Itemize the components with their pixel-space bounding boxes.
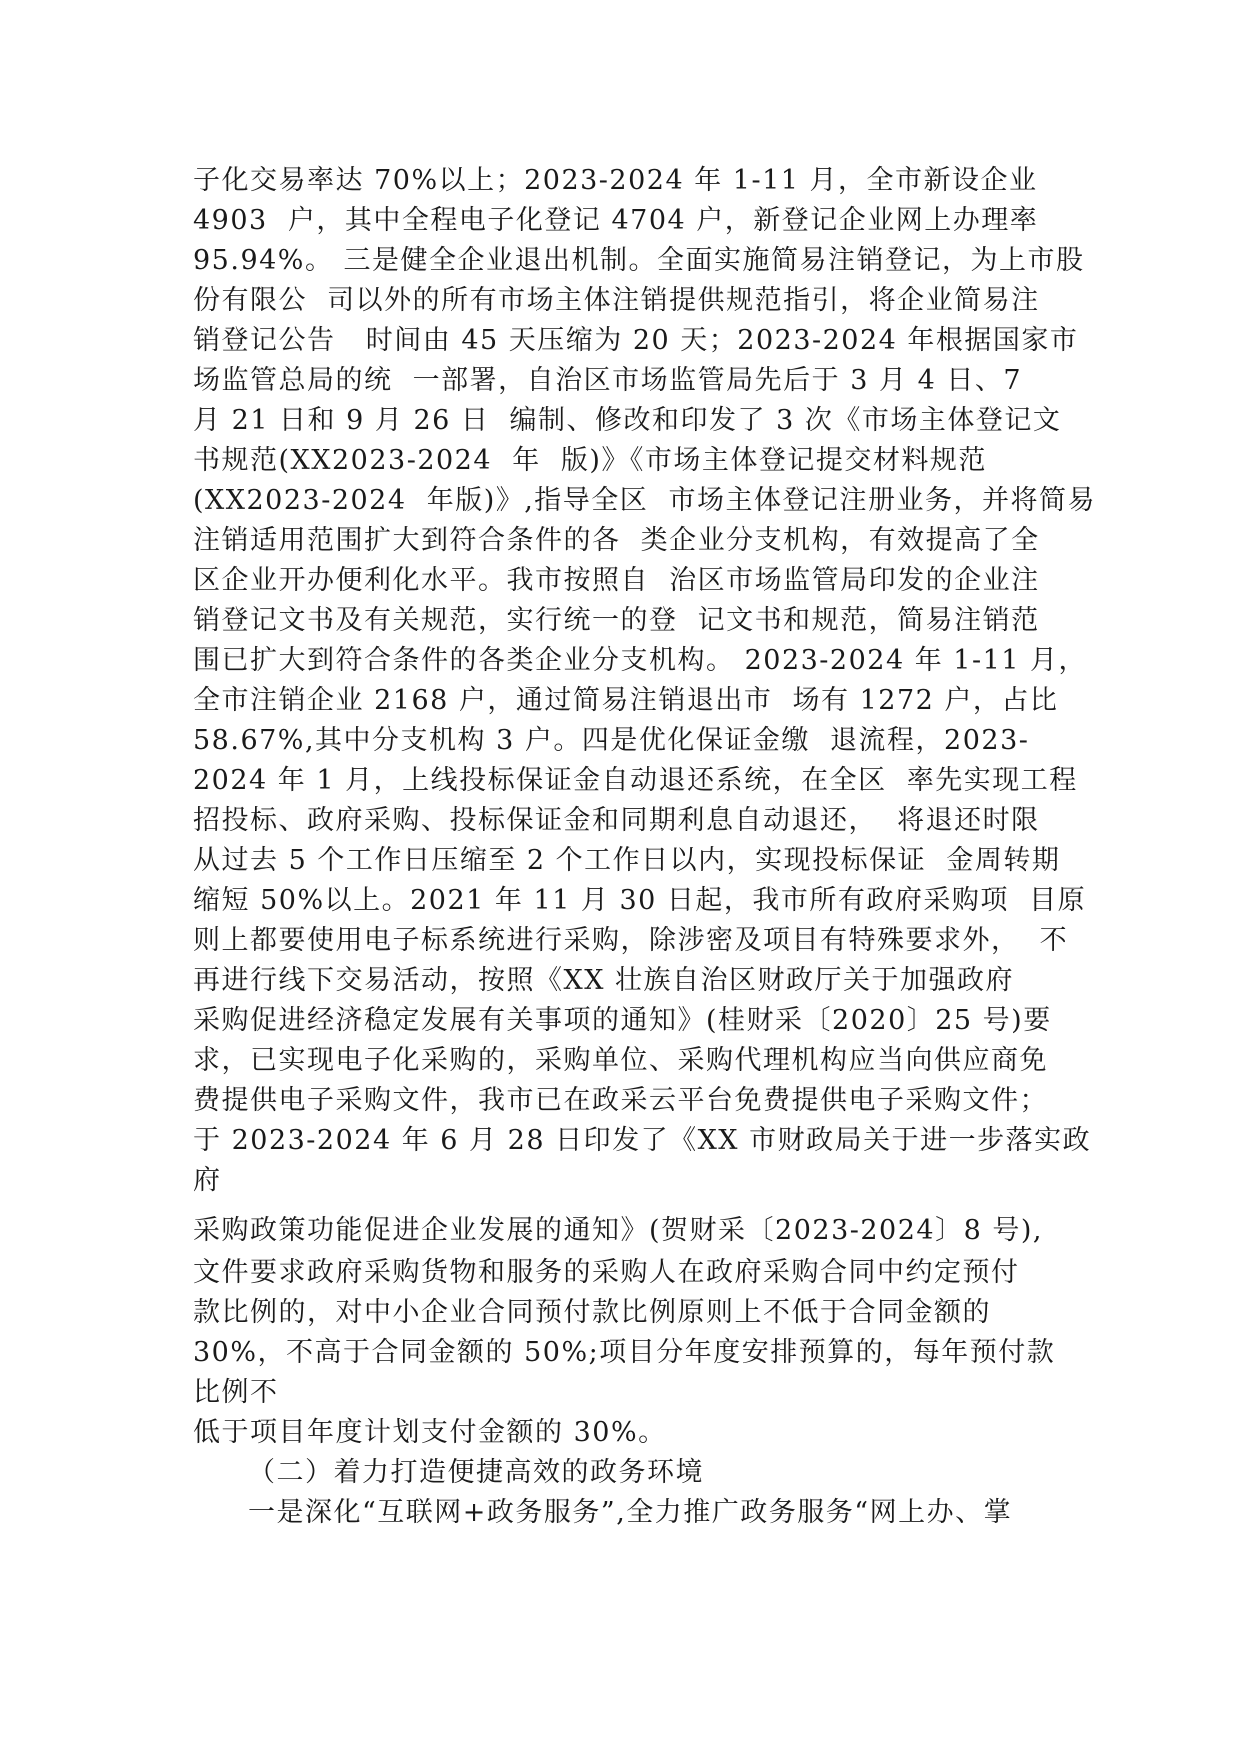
paragraph-line: 费提供电子采购文件，我市已在政采云平台免费提供电子采购文件； (193, 1085, 1048, 1116)
paragraph-line: 一是深化“互联网+政务服务”,全力推广政务服务“网上办、掌 (248, 1497, 1013, 1528)
paragraph-line: 场监管总局的统 一部署，自治区市场监管局先后于 3 月 4 日、7 (193, 365, 1023, 396)
paragraph-line: 子化交易率达 70%以上；2023-2024 年 1-11 月，全市新设企业 (193, 165, 1038, 196)
paragraph-line: 注销适用范围扩大到符合条件的各 类企业分支机构，有效提高了全 (193, 525, 1040, 556)
paragraph-line: 月 21 日和 9 月 26 日 编制、修改和印发了 3 次《市场主体登记文 (193, 405, 1062, 436)
paragraph-line: 销登记文书及有关规范，实行统一的登 记文书和规范，简易注销范 (193, 605, 1040, 636)
paragraph-line: 2024 年 1 月，上线投标保证金自动退还系统，在全区 率先实现工程 (193, 765, 1078, 796)
section-heading: （二）着力打造便捷高效的政务环境 (248, 1457, 704, 1488)
paragraph-line: 则上都要使用电子标系统进行采购，除涉密及项目有特殊要求外， 不 (193, 925, 1069, 956)
paragraph-line: 销登记公告 时间由 45 天压缩为 20 天；2023-2024 年根据国家市 (193, 325, 1079, 356)
paragraph-line: 再进行线下交易活动，按照《XX 壮族自治区财政厅关于加强政府 (193, 965, 1015, 996)
paragraph-line: 30%，不高于合同金额的 50%;项目分年度安排预算的，每年预付款 (193, 1337, 1056, 1368)
paragraph-line: 比例不 (193, 1377, 279, 1408)
paragraph-line: 款比例的，对中小企业合同预付款比例原则上不低于合同金额的 (193, 1297, 991, 1328)
paragraph-line: 招投标、政府采购、投标保证金和同期利息自动退还， 将退还时限 (193, 805, 1040, 836)
paragraph-line: 文件要求政府采购货物和服务的采购人在政府采购合同中约定预付 (193, 1257, 1020, 1288)
paragraph-line: 低于项目年度计划支付金额的 30%。 (193, 1417, 667, 1448)
paragraph-line: 采购政策功能促进企业发展的通知》(贺财采〔2023-2024〕8 号), (193, 1215, 1043, 1246)
paragraph-line: 份有限公 司以外的所有市场主体注销提供规范指引，将企业简易注 (193, 285, 1040, 316)
paragraph-line: (XX2023-2024 年版)》,指导全区 市场主体登记注册业务，并将简易 (193, 485, 1096, 516)
paragraph-line: 缩短 50%以上。2021 年 11 月 30 日起，我市所有政府采购项 目原 (193, 885, 1087, 916)
paragraph-line: 58.67%,其中分支机构 3 户。四是优化保证金缴 退流程，2023- (193, 725, 1030, 756)
paragraph-line: 书规范(XX2023-2024 年 版)》《市场主体登记提交材料规范 (193, 445, 987, 476)
paragraph-line: 4903 户，其中全程电子化登记 4704 户，新登记企业网上办理率 (193, 205, 1039, 236)
paragraph-line: 围已扩大到符合条件的各类企业分支机构。 2023-2024 年 1-11 月， (193, 645, 1088, 676)
paragraph-line: 求，已实现电子化采购的，采购单位、采购代理机构应当向供应商免 (193, 1045, 1048, 1076)
paragraph-line: 全市注销企业 2168 户，通过简易注销退出市 场有 1272 户，占比 (193, 685, 1059, 716)
paragraph-line: 95.94%。 三是健全企业退出机制。全面实施简易注销登记，为上市股 (193, 245, 1085, 276)
paragraph-line: 于 2023-2024 年 6 月 28 日印发了《XX 市财政局关于进一步落实政 (193, 1125, 1092, 1156)
paragraph-line: 府 (193, 1165, 222, 1196)
paragraph-line: 区企业开办便利化水平。我市按照自 治区市场监管局印发的企业注 (193, 565, 1040, 596)
paragraph-line: 从过去 5 个工作日压缩至 2 个工作日以内，实现投标保证 金周转期 (193, 845, 1061, 876)
paragraph-line: 采购促进经济稳定发展有关事项的通知》(桂财采〔2020〕25 号)要 (193, 1005, 1052, 1036)
